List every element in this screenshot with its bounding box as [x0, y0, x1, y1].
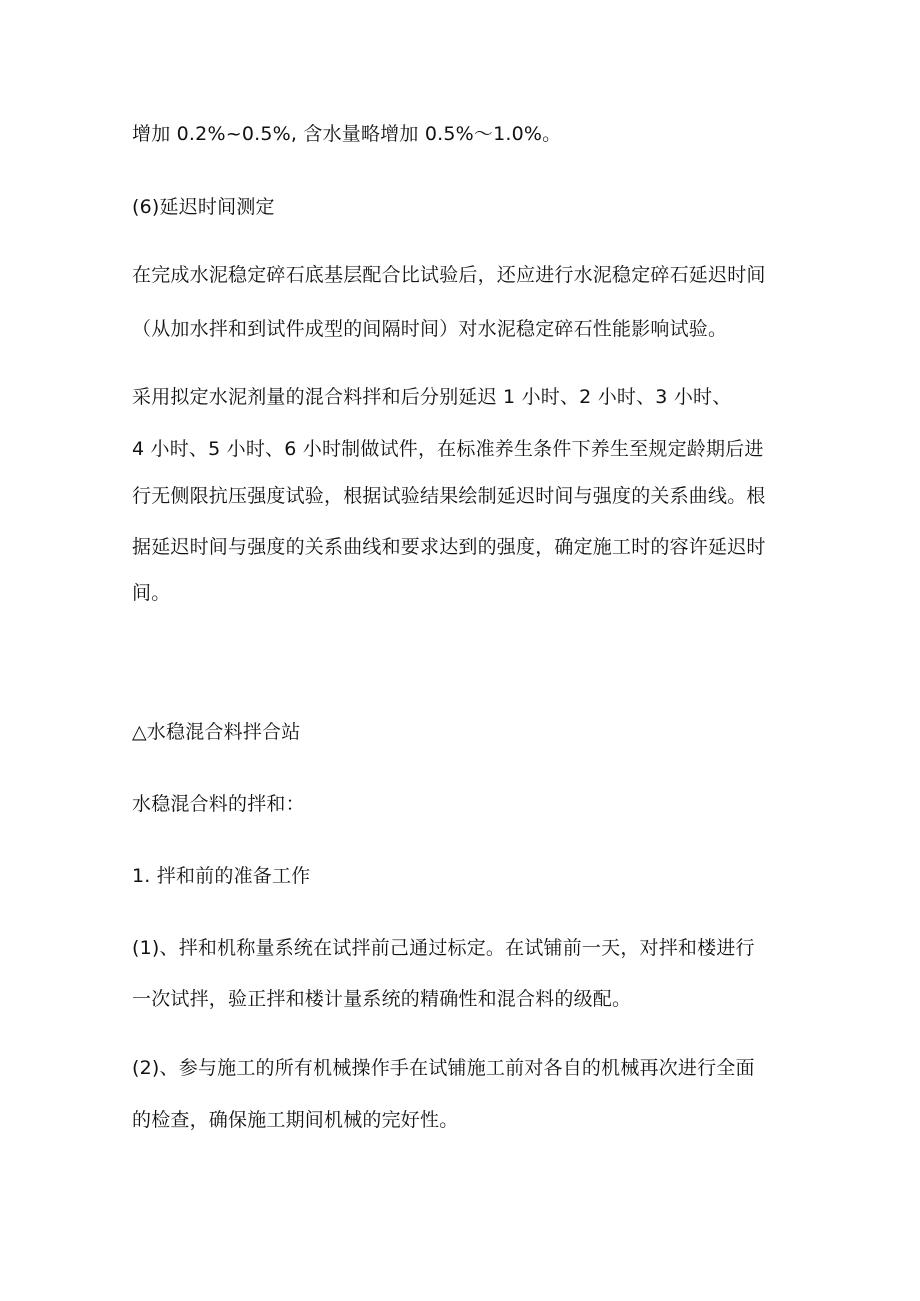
paragraph-line: 在完成水泥稳定碎石底基层配合比试验后，还应进行水泥稳定碎石延迟时间 [132, 264, 766, 286]
paragraph-line: (2)、参与施工的所有机械操作手在试铺施工前对各自的机械再次进行全面 [132, 1057, 755, 1079]
section-heading-mixing-station: △水稳混合料拌合站 [132, 721, 301, 743]
paragraph-line: （从加水拌和到试件成型的间隔时间）对水泥稳定碎石性能影响试验。 [132, 318, 728, 340]
section-heading-preparation: 1. 拌和前的准备工作 [132, 865, 311, 887]
paragraph-line: 行无侧限抗压强度试验，根据试验结果绘制延迟时间与强度的关系曲线。根 [132, 485, 766, 507]
paragraph-line: (1)、拌和机称量系统在试拌前己通过标定。在试铺前一天，对拌和楼进行 [132, 937, 755, 959]
section-heading-delay-time: (6)延迟时间测定 [132, 196, 275, 218]
paragraph-line: 的检查，确保施工期间机械的完好性。 [132, 1109, 459, 1131]
text-line-additive-range: 增加 0.2%~0.5%, 含水量略增加 0.5%～1.0%。 [132, 123, 562, 145]
paragraph-line: 一次试拌，验正拌和楼计量系统的精确性和混合料的级配。 [132, 988, 632, 1010]
paragraph-line: 4 小时、5 小时、6 小时制做试件，在标准养生条件下养生至规定龄期后进 [132, 438, 764, 460]
paragraph-line: 采用拟定水泥剂量的混合料拌和后分别延迟 1 小时、2 小时、3 小时、 [132, 386, 732, 408]
section-heading-mixing: 水稳混合料的拌和： [132, 793, 305, 815]
paragraph-line: 据延迟时间与强度的关系曲线和要求达到的强度，确定施工时的容许延迟时 [132, 536, 766, 558]
paragraph-line: 间。 [132, 582, 171, 604]
